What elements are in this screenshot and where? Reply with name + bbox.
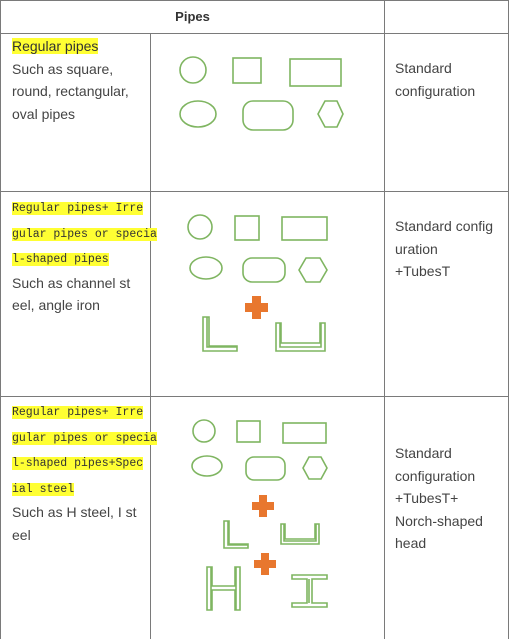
- row-3-highlight-line: l-shaped pipes+Spec: [12, 457, 144, 470]
- oval-pipe-icon: [180, 101, 216, 127]
- oval-pipe-icon: [192, 456, 222, 476]
- table-border-left: [0, 0, 1, 639]
- round-pipe-icon: [188, 215, 212, 239]
- row-1-description: [12, 35, 142, 125]
- row-2-configuration: [395, 215, 505, 283]
- row-2-desc-line: eel, angle iron: [12, 297, 100, 313]
- row-3-config-line: configuration: [395, 467, 476, 484]
- column-divider-2: [384, 0, 385, 639]
- plus-icon: [245, 296, 268, 319]
- angle-iron-icon: [203, 317, 237, 351]
- plus-icon: [252, 495, 274, 517]
- row-3-config-line: Standard: [395, 445, 452, 461]
- rectangular-pipe-icon: [282, 217, 327, 240]
- row-3-highlight-line: ial steel: [12, 482, 75, 496]
- i-steel-icon: [292, 575, 327, 607]
- rounded-rectangle-pipe-icon: [243, 101, 293, 130]
- channel-steel-icon: [276, 323, 325, 351]
- row-3-config-line: head: [395, 535, 427, 551]
- row-2-highlight-line: l-shaped pipes: [12, 253, 109, 266]
- row-1-shapes-diagram: [151, 34, 384, 191]
- row-1-highlight-line: Regular pipes: [12, 38, 99, 54]
- rounded-rectangle-pipe-icon: [246, 457, 285, 480]
- rectangular-pipe-icon: [290, 59, 341, 86]
- hexagon-pipe-icon: [303, 457, 327, 479]
- row-3-config-line: Norch-shaped: [395, 512, 483, 529]
- row-1-config-line: configuration: [395, 82, 476, 99]
- row-3-configuration: [395, 442, 505, 555]
- hexagon-pipe-icon: [318, 101, 343, 127]
- row-2-description: [12, 195, 157, 317]
- row-1-desc-line: Such as square,: [12, 60, 114, 77]
- row-3-highlight-line: gular pipes or specia: [12, 431, 157, 445]
- row-1-configuration: [395, 57, 505, 102]
- round-pipe-icon: [180, 57, 206, 83]
- row-2-shapes-diagram: [151, 192, 384, 396]
- row-3-config-line: +TubesT+: [395, 490, 459, 506]
- row-1-desc-line: round, rectangular,: [12, 83, 129, 99]
- square-pipe-icon: [237, 421, 260, 442]
- row-3-shapes-diagram: [151, 397, 384, 639]
- rounded-rectangle-pipe-icon: [243, 258, 285, 282]
- row-2-highlight-line: gular pipes or specia: [12, 227, 157, 241]
- row-2-config-line: uration: [395, 240, 438, 257]
- row-1-desc-line: oval pipes: [12, 105, 76, 122]
- row-3-desc-line: Such as H steel, I st: [12, 504, 137, 520]
- h-steel-icon: [207, 567, 240, 610]
- rectangular-pipe-icon: [283, 423, 326, 443]
- angle-iron-icon: [224, 521, 248, 548]
- row-3-description: [12, 399, 157, 546]
- channel-steel-icon: [281, 524, 319, 544]
- oval-pipe-icon: [190, 257, 222, 279]
- square-pipe-icon: [233, 58, 261, 83]
- header-pipes: Pipes: [175, 9, 210, 24]
- hexagon-pipe-icon: [299, 258, 327, 282]
- row-3-desc-line: eel: [12, 526, 31, 543]
- row-3-highlight-line: Regular pipes+ Irre: [12, 406, 144, 419]
- row-2-config-line: +TubesT: [395, 263, 451, 279]
- row-2-desc-line: Such as channel st: [12, 274, 131, 291]
- row-1-config-line: Standard: [395, 60, 452, 76]
- plus-icon: [254, 553, 276, 575]
- row-2-highlight-line: Regular pipes+ Irre: [12, 202, 144, 215]
- row-2-config-line: Standard config: [395, 218, 494, 234]
- square-pipe-icon: [235, 216, 259, 240]
- round-pipe-icon: [193, 420, 215, 442]
